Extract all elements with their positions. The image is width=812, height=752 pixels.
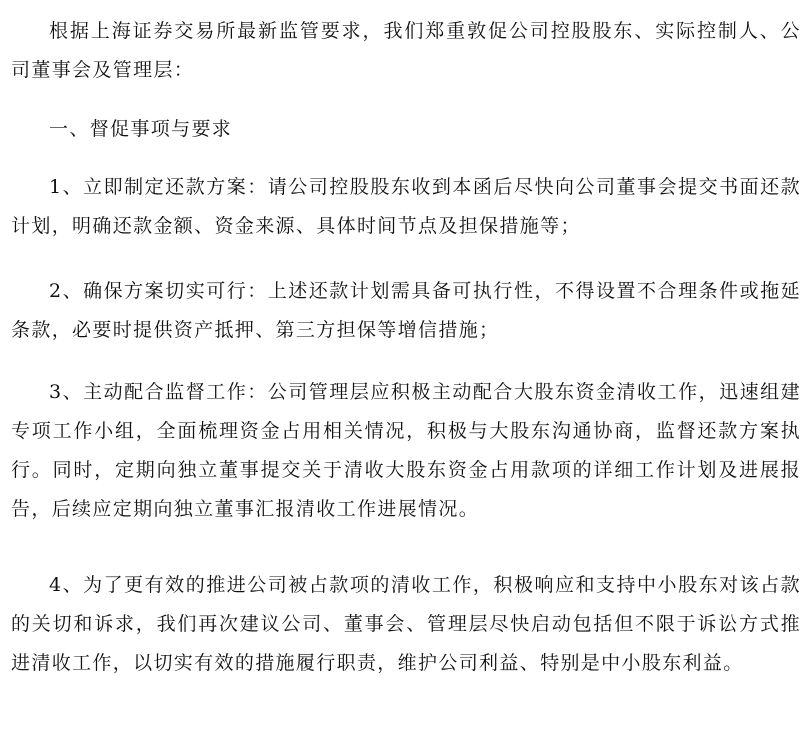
item-3-paragraph: 3、主动配合监督工作：公司管理层应积极主动配合大股东资金清收工作，迅速组建专项工作小组，全面梳理资金占用相关情况，积极与大股东沟通协商，监督还款方案执行。同时，定期向独立董事提交关于清收大股东资金占用款项的详细工作计划及进展报告，后续应定期向独立董事汇报清收工作进展情况。 <box>11 381 801 520</box>
item-2-paragraph: 2、确保方案切实可行：上述还款计划需具备可执行性，不得设置不合理条件或拖延条款，必要时提供资产抵押、第三方担保等增信措施； <box>11 280 801 341</box>
section-heading: 一、督促事项与要求 <box>49 118 233 140</box>
item-1-paragraph: 1、立即制定还款方案：请公司控股股东收到本函后尽快向公司董事会提交书面还款计划，明确还款金额、资金来源、具体时间节点及担保措施等； <box>11 176 801 237</box>
intro-paragraph: 根据上海证券交易所最新监管要求，我们郑重敦促公司控股股东、实际控制人、公司董事会及管理层： <box>11 20 801 81</box>
item-4-paragraph: 4、为了更有效的推进公司被占款项的清收工作，积极响应和支持中小股东对该占款的关切和诉求，我们再次建议公司、董事会、管理层尽快启动包括但不限于诉讼方式推进清收工作，以切实有效的措施履行职责，维护公司利益、特别是中小股东利益。 <box>11 574 801 674</box>
